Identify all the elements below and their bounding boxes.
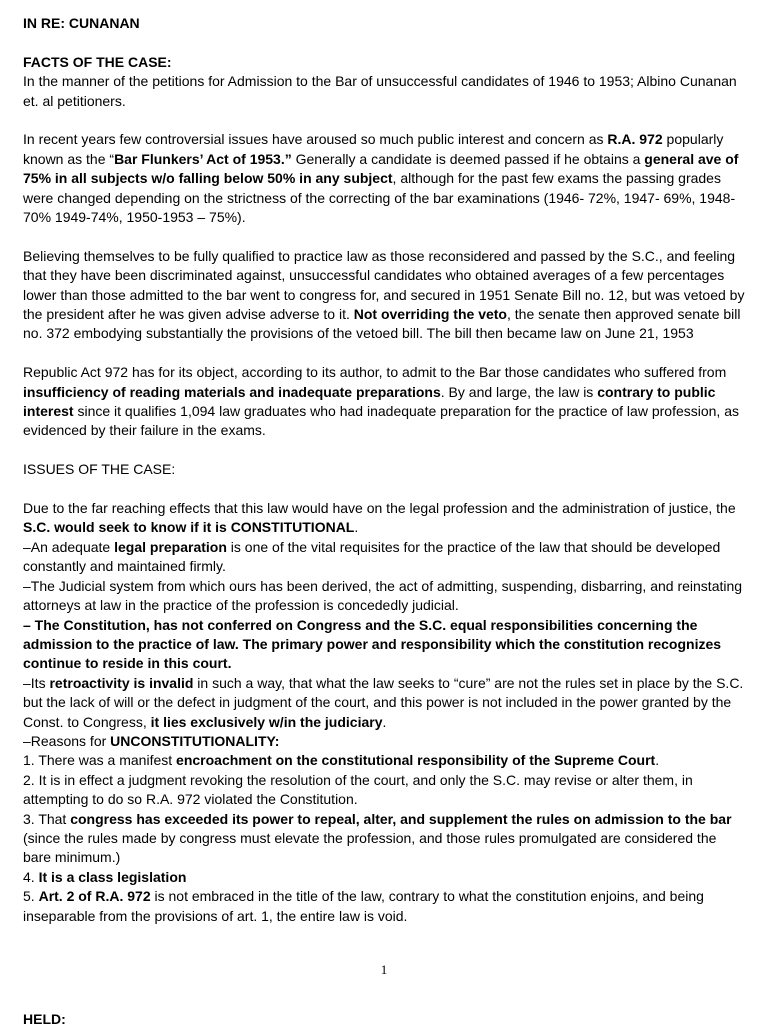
bold-text-run: contrary to public interest	[23, 383, 716, 420]
bold-text-run: Not overriding the veto	[353, 306, 507, 323]
bold-text-run: insufficiency of reading materials and inadequate preparations	[23, 383, 441, 400]
text-run: –Its	[23, 674, 50, 691]
text-run: Republic Act 972 has for its object, according to its author, to admit to the Bar those candidates who suffered from	[23, 364, 727, 381]
facts-paragraph-4	[23, 363, 748, 441]
bold-text-run: encroachment on the constitutional responsibility of the Supreme Court	[176, 752, 656, 769]
text-run: , although for the past few exams the passing grades were changed depending on the strictness of the correcting of the bar examinations (1946- 72%, 1947- 69%, 1948- 70% 1949-74%, 1950-1953 – 75%).	[23, 170, 736, 226]
bold-text-run: UNCONSTITUTIONALITY:	[110, 732, 280, 749]
text-run: Due to the far reaching effects that this law would have on the legal profession and the administration of justice, the	[23, 500, 736, 517]
text-run: since it qualifies 1,094 law graduates who had inadequate preparation for the practice of law profession, as evidenced by their failure in the exams.	[23, 403, 739, 439]
bold-text-run: S.C. would seek to know if it is CONSTITUTIONAL	[23, 519, 355, 536]
facts-paragraph-2	[23, 130, 748, 227]
text-run: –Reasons for	[23, 732, 111, 749]
text-run: . By and large, the law is	[440, 383, 598, 400]
bold-text-run: It is a class legislation	[38, 868, 187, 885]
case-title: IN RE: CUNANAN	[23, 15, 140, 31]
text-run: 1. There was a manifest	[23, 752, 177, 769]
text-run: .	[382, 713, 387, 730]
issue-point-constitution	[23, 616, 748, 674]
text-run: 2. It is in effect a judgment revoking the resolution of the court, and only the S.C. may revise or alter them, in attempting to do so R.A. 972 violated the Constitution.	[23, 771, 693, 808]
bold-text-run: Art. 2 of R.A. 972	[38, 888, 151, 905]
document-body	[23, 14, 748, 926]
bold-text-run: congress has exceeded its power to repeal, alter, and supplement the rules on admission to the bar	[70, 810, 732, 827]
issue-point-legal-preparation	[23, 538, 748, 577]
text-run: , the senate then approved senate bill no. 372 embodying substantially the provisions of the vetoed bill. The bill then became law on June 21, 1953	[23, 306, 741, 342]
issues-paragraph	[23, 499, 748, 538]
issue-point-reasons	[23, 732, 748, 751]
bold-text-run: legal preparation	[114, 538, 227, 555]
text-run: .	[354, 519, 359, 536]
reason-item-3	[23, 810, 748, 868]
reason-item-4	[23, 868, 748, 887]
text-run: 5.	[23, 888, 39, 905]
reason-item-1	[23, 751, 748, 770]
text-run: Believing themselves to be fully qualified to practice law as those reconsidered and passed by the S.C., and feeling that they have been discriminated against, unsuccessful candidates who obtained averages of a few percentages lower than those admitted to the bar went to congress for, and secured in 1951 Senate Bill no. 12, but was vetoed by the president after he was given advise adverse to it.	[23, 247, 745, 323]
issue-point-retroactivity	[23, 674, 748, 732]
text-run: (since the rules made by congress must elevate the profession, and those rules promulgated are considered the bare minimum.)	[23, 829, 717, 866]
bold-text-run: retroactivity is invalid	[49, 674, 194, 691]
bold-text-run: Bar Flunkers’ Act of 1953.”	[114, 150, 292, 167]
text-run: in such a way, that what the law seeks to “cure” are not the rules set in place by the S.C. but the lack of will or the defect in judgment of the court, and this power is not included in the power granted by the Const. to Congress,	[23, 674, 744, 730]
text-run: –An adequate	[23, 538, 115, 555]
issue-point-judicial-system	[23, 577, 748, 616]
text-run: .	[655, 752, 660, 769]
text-run: In recent years few controversial issues have aroused so much public interest and concern as	[23, 131, 608, 148]
facts-paragraph-3	[23, 247, 748, 344]
facts-paragraph-1: In the manner of the petitions for Admission to the Bar of unsuccessful candidates of 1946 to 1953; Albino Cunanan et. al petitioners.	[23, 73, 737, 109]
text-run: popularly known as the “	[23, 131, 724, 167]
text-run: 3. That	[23, 810, 71, 827]
bold-text-run: – The Constitution, has not conferred on Congress and the S.C. equal responsibilities concerning the admission to the practice of law. The primary power and responsibility which the constitution recognizes continue to reside in this court.	[23, 616, 722, 672]
held-heading: HELD:	[23, 1011, 66, 1027]
facts-heading: FACTS OF THE CASE:	[23, 53, 172, 70]
text-run: Generally a candidate is deemed passed if he obtains a	[291, 150, 645, 167]
reason-item-2	[23, 771, 748, 810]
issues-heading: ISSUES OF THE CASE:	[23, 461, 176, 478]
text-run: is not embraced in the title of the law, contrary to what the constitution enjoins, and being inseparable from the provisions of art. 1, the entire law is void.	[23, 888, 704, 924]
reason-item-5	[23, 887, 748, 926]
bold-text-run: R.A. 972	[607, 131, 663, 148]
bold-text-run: it lies exclusively w/in the judiciary	[150, 713, 383, 730]
text-run: is one of the vital requisites for the practice of the law that should be developed constantly and maintained firmly.	[23, 538, 721, 575]
text-run: 4.	[23, 868, 39, 885]
bold-text-run: general ave of 75% in all subjects w/o falling below 50% in any subject	[23, 150, 739, 187]
text-run: –The Judicial system from which ours has been derived, the act of admitting, suspending, disbarring, and reinstating attorneys at law in the practice of the profession is concededly judicial.	[23, 577, 743, 614]
page-number: 1	[380, 962, 388, 977]
